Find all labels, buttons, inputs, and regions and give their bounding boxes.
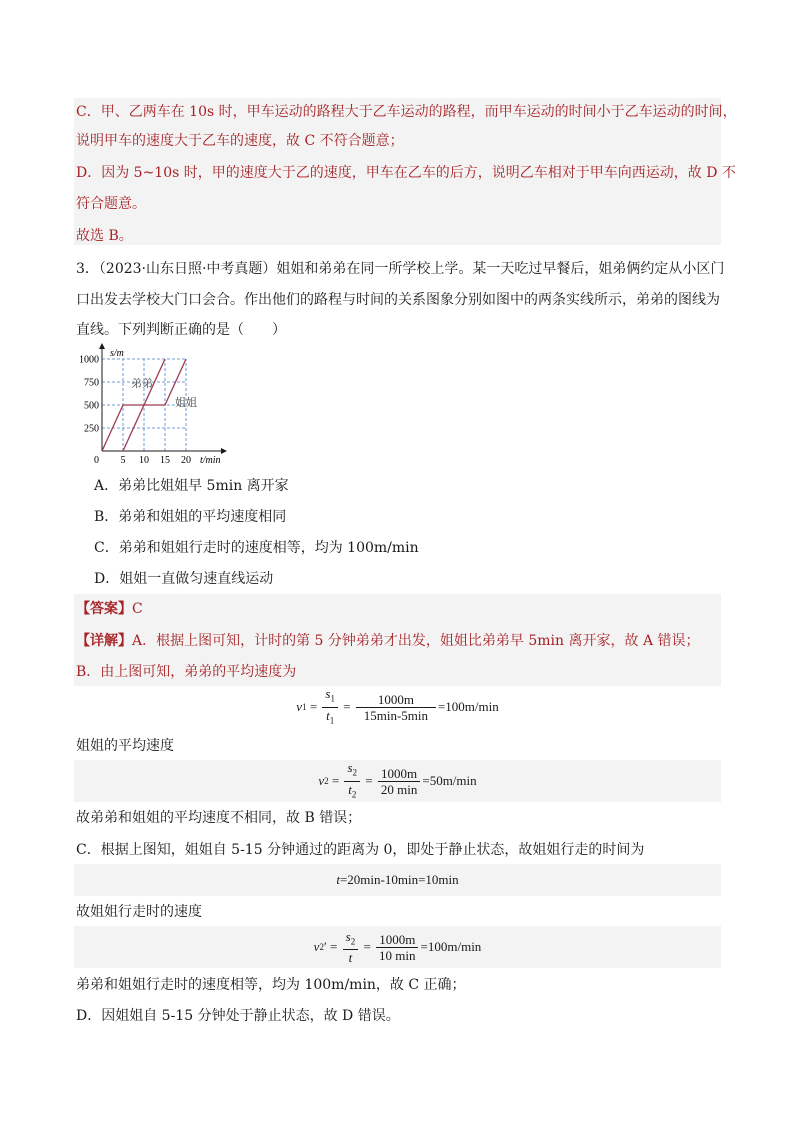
eq2-frac1: $\frac{s_2}{t_2}$: [344, 760, 360, 802]
eq4-frac2: $\frac{1000m}{10 \min}$: [376, 932, 418, 963]
option-c[interactable]: C．弟弟和姐姐行走时的速度相等，均为 100m/min: [94, 540, 419, 556]
x-tick-label-1: 10: [139, 455, 149, 466]
question-line3: 直线。下列判断正确的是（ ）: [76, 322, 286, 338]
eq1-frac2: $\frac{1000m}{15\min-5\min}$: [356, 692, 436, 723]
answer-value: C: [132, 601, 143, 617]
detail-b-text: B．由上图可知，弟弟的平均速度为: [76, 664, 297, 680]
x-tick-label-0: 5: [120, 455, 126, 466]
equation-sister-avg: v 2 = $\frac{s_2}{t_2}$ = $\frac{1000m}{20 \min}$ =50m/min: [74, 760, 721, 802]
equation-sister-time: t =20min-10min=10min: [336, 872, 459, 887]
eq1-frac1: $\frac{s_1}{t_1}$: [322, 686, 338, 728]
answer-label: 【答案】: [76, 601, 132, 617]
x-tick-label-3: 20: [181, 455, 191, 466]
detail-c-text: C．根据上图知，姐姐自 5-15 分钟通过的距离为 0，即处于静止状态，故姐姐行走的时间为: [76, 842, 645, 858]
prev-option-d-line1: D．因为 5~10s 时，甲的速度大于乙的速度，甲车在乙车的后方，说明乙车相对于甲车向西运动，故 D 不: [76, 165, 736, 181]
c-speed-text: 故姐姐行走时的速度: [76, 904, 202, 920]
detail-a-text: A．根据上图可知，计时的第 5 分钟弟弟才出发，姐姐比弟弟早 5min 离开家，故 A 错误；: [132, 633, 700, 649]
y-tick-label-2: 750: [84, 377, 99, 389]
eq1-result: =100m/min: [437, 699, 499, 714]
detail-label: 【详解】: [76, 633, 132, 649]
y-tick-label-3: 1000: [79, 354, 99, 366]
answer-line: [76, 599, 143, 619]
detail-d-text: D．因姐姐自 5-15 分钟处于静止状态，故 D 错误。: [76, 1008, 400, 1024]
eq4-result: =100m/min: [420, 939, 482, 954]
option-d[interactable]: D．姐姐一直做匀速直线运动: [94, 571, 274, 587]
equation-sister-speed: v 2 ′ = $\frac{s_2}{t}$ = $\frac{1000m}{10 \min}$ =100m/min: [313, 928, 482, 966]
eq4-frac1: $\frac{s_2}{t}$: [343, 929, 359, 966]
b-conclusion: 故弟弟和姐姐的平均速度不相同，故 B 错误；: [76, 810, 362, 826]
x-tick-label-2: 15: [160, 455, 170, 466]
question-line1: 3．（2023·山东日照·中考真题）姐姐和弟弟在同一所学校上学。某一天吃过早餐后，姐弟俩约定从小区门: [76, 261, 725, 277]
sister-avg-text: 姐姐的平均速度: [76, 738, 174, 754]
eq2-result: =50m/min: [422, 773, 477, 788]
y-tick-label-1: 500: [84, 400, 99, 412]
equation-brother-avg: v 1 = $\frac{s_1}{t_1}$ = $\frac{1000m}{15\min-5\min}$ =100m/min: [74, 686, 721, 728]
y-tick-label-0: 250: [84, 423, 99, 435]
distance-time-chart: [74, 340, 234, 470]
prev-option-c-line1: C．甲、乙两车在 10s 时，甲车运动的路程大于乙车运动的路程，而甲车运动的时间小于乙车运动的时间，: [76, 104, 737, 120]
c-conclusion: 弟弟和姐姐行走时的速度相等，均为 100m/min，故 C 正确；: [76, 977, 466, 993]
prev-conclusion: 故选 B。: [76, 228, 133, 244]
eq2-frac2: $\frac{1000m}{20 \min}$: [378, 766, 420, 797]
prev-option-d-line2: 符合题意。: [76, 196, 146, 212]
prev-option-c-line2: 说明甲车的速度大于乙车的速度，故 C 不符合题意；: [76, 133, 404, 149]
option-b[interactable]: B．弟弟和姐姐的平均速度相同: [94, 509, 287, 525]
origin-label: 0: [94, 455, 99, 466]
question-line2: 口出发去学校大门口会合。作出他们的路程与时间的关系图象分别如图中的两条实线所示，弟弟的图线为: [76, 292, 720, 308]
option-a[interactable]: A．弟弟比姐姐早 5min 离开家: [94, 478, 289, 494]
eq1-lhs: v: [296, 699, 303, 714]
detail-a-line: [76, 631, 700, 651]
x-axis-label: t/min: [200, 455, 221, 466]
y-axis-label: s/m: [110, 348, 124, 359]
series-label-sister: 姐姐: [175, 397, 197, 409]
eq1-lhs-sub: 1: [302, 702, 307, 712]
series-label-brother: 弟弟: [131, 378, 153, 390]
